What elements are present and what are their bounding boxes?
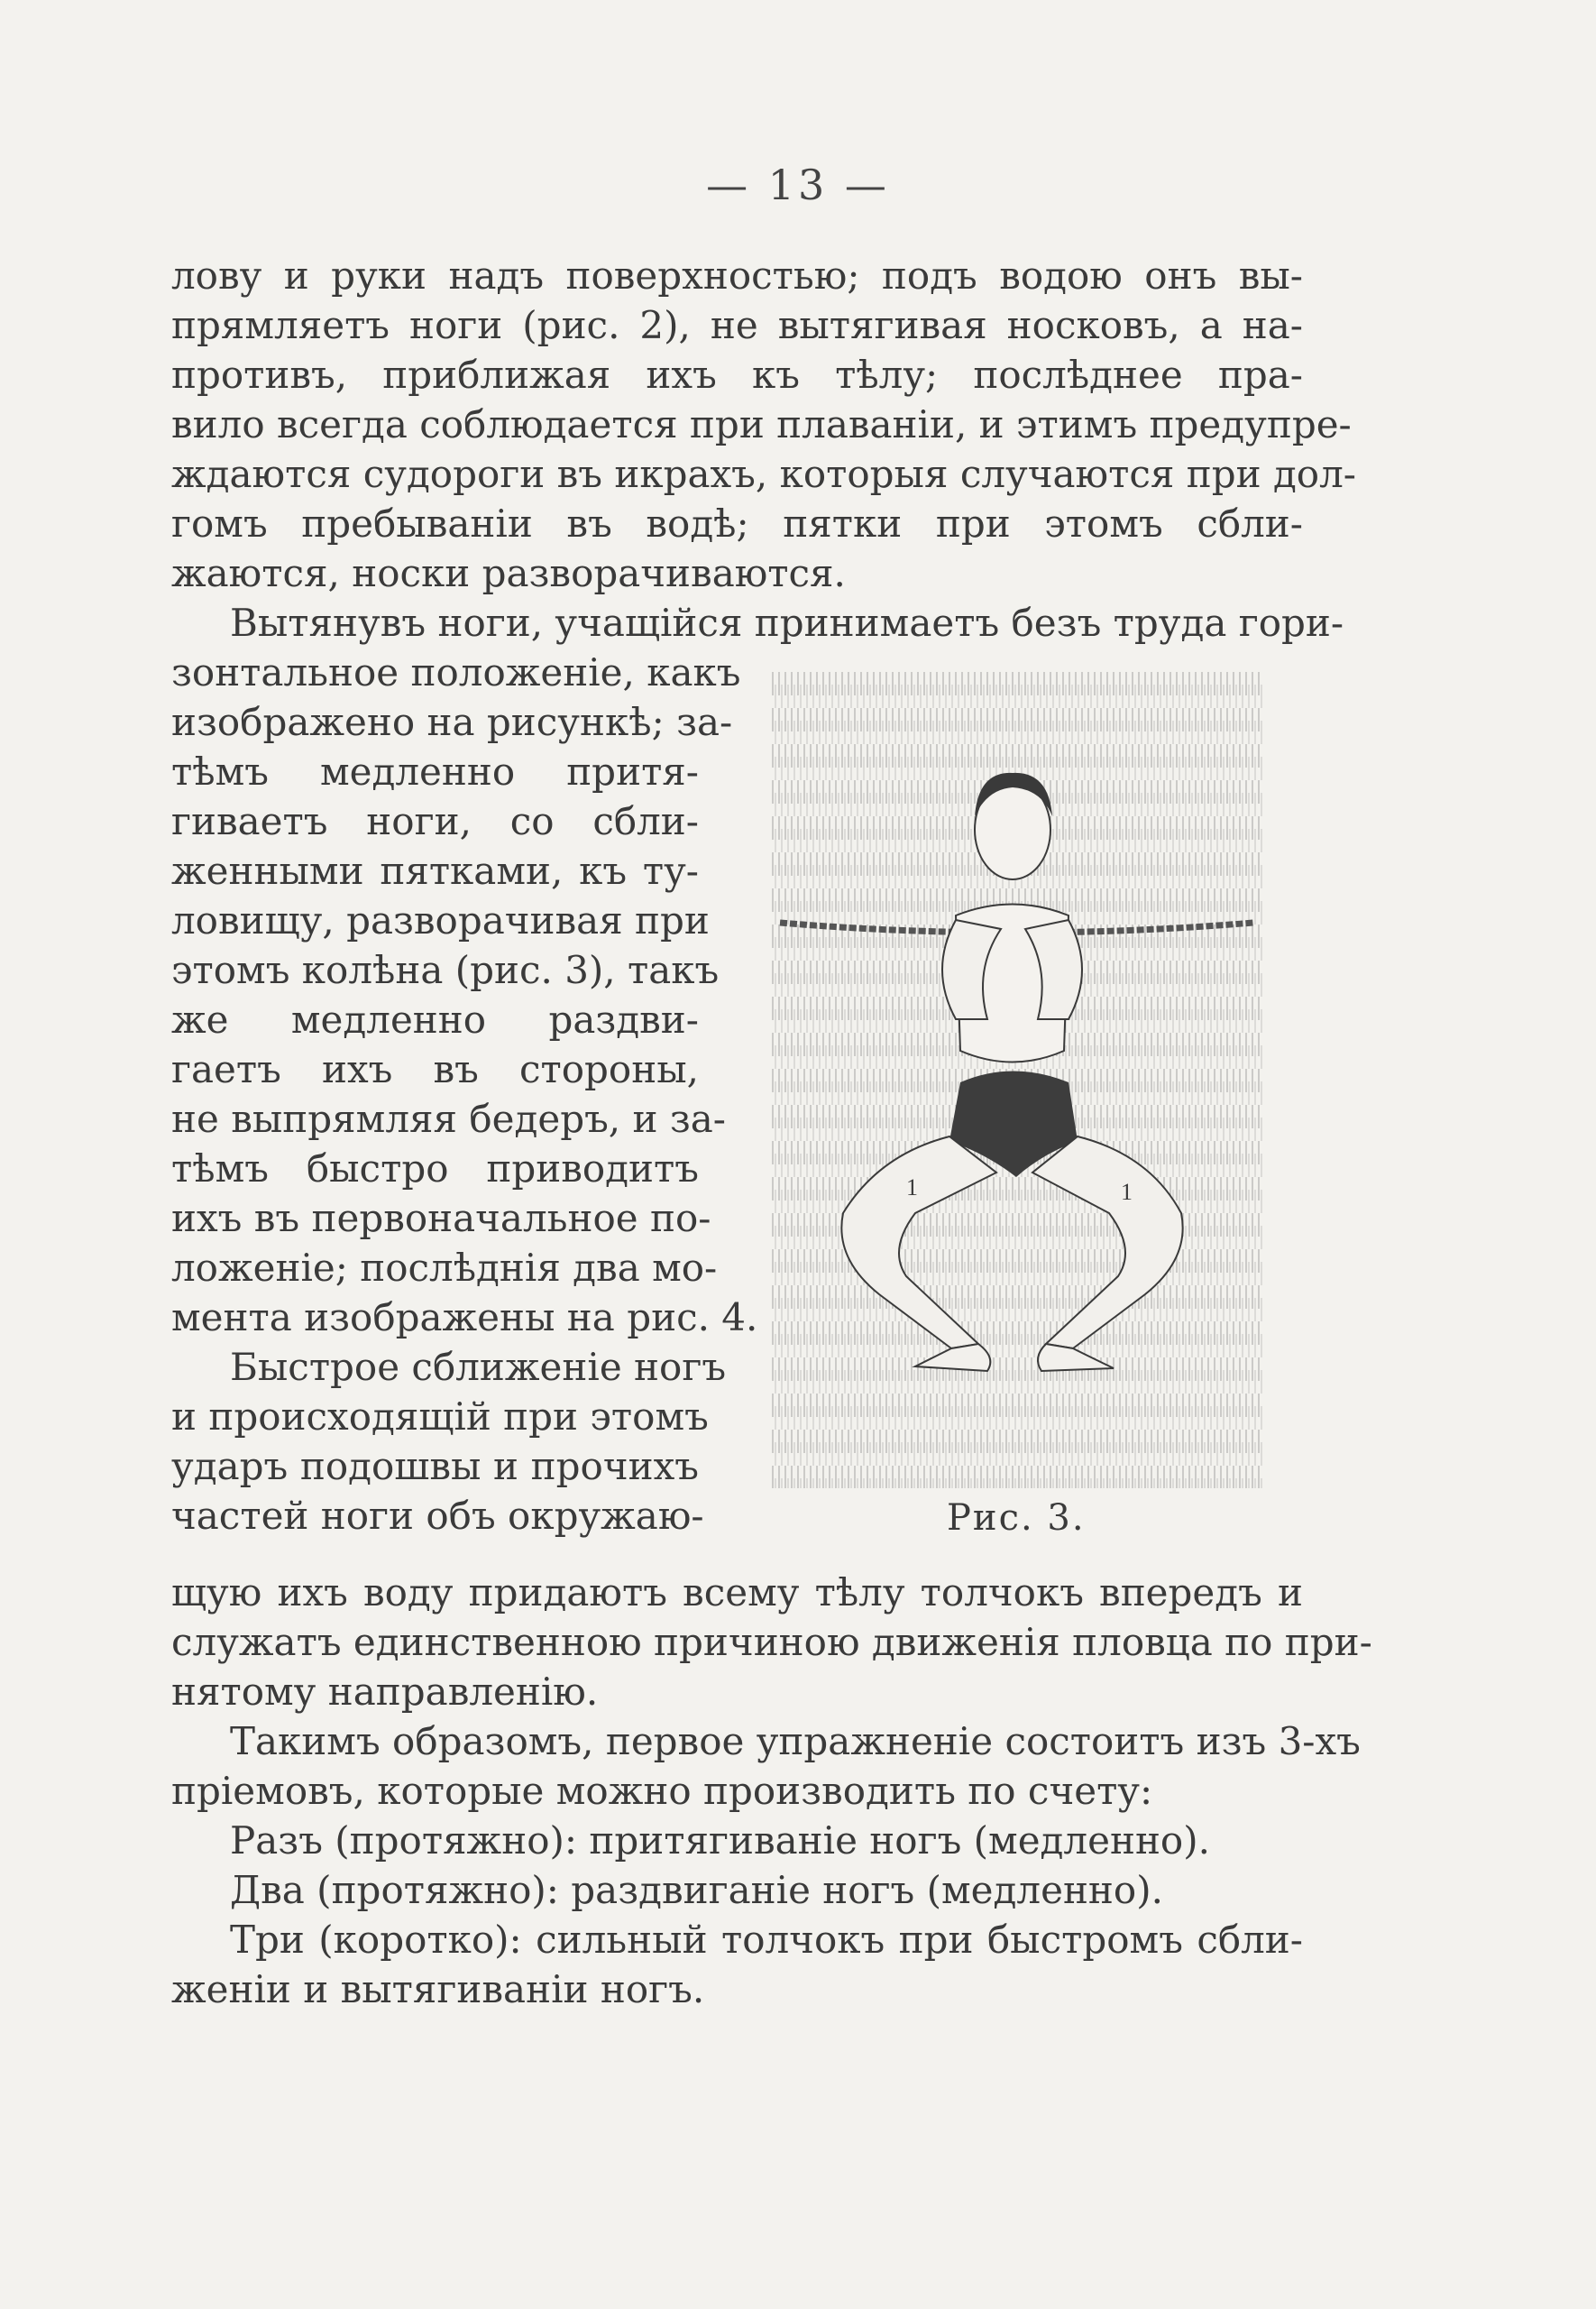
text-line: и происходящiй при этомъ xyxy=(171,1394,709,1439)
figure-caption: Рис. 3. xyxy=(947,1497,1086,1539)
figure-illustration xyxy=(771,672,1262,1488)
text-line: нятому направленiю. xyxy=(171,1670,599,1714)
leg-mark-right: 1 xyxy=(1121,1179,1133,1205)
text-line: этомъ колѣна (рис. 3), такъ xyxy=(171,948,720,992)
text-line: ихъ въ первоначальное по- xyxy=(171,1196,711,1240)
text-line: изображено на рисункѣ; за- xyxy=(171,700,733,744)
text-line: ударъ подошвы и прочихъ xyxy=(171,1444,699,1488)
text-line: ловищу, разворачивая при xyxy=(171,898,710,943)
text-line: зонтальное положенiе, какъ xyxy=(171,650,741,695)
swimmer-drawing xyxy=(771,672,1262,1488)
text-line: тѣмъ медленно притя- xyxy=(171,750,699,794)
text-line: щую ихъ воду придаютъ всему тѣлу толчокъ впередъ и xyxy=(171,1570,1303,1614)
text-line: вило всегда соблюдается при плаванiи, и этимъ предупре- xyxy=(171,402,1352,446)
page-number: — 13 — xyxy=(706,161,890,209)
text-line: Быстрое сближенiе ногъ xyxy=(230,1345,727,1389)
text-line: ждаются судороги въ икрахъ, которыя случаются при дол- xyxy=(171,452,1356,496)
text-line: Вытянувъ ноги, учащiйся принимаетъ безъ труда гори- xyxy=(230,601,1344,645)
text-line: служатъ единственною причиною движенiя пловца по при- xyxy=(171,1620,1372,1664)
text-line: ложенiе; послѣднiя два мо- xyxy=(171,1246,718,1290)
text-line: гомъ пребыванiи въ водѣ; пятки при этомъ сбли- xyxy=(171,501,1303,546)
text-line: мента изображены на рис. 4. xyxy=(171,1295,758,1339)
count-step: Три (коротко): сильный толчокъ при быстромъ сбли- xyxy=(230,1918,1303,1962)
text-line: противъ, приближая ихъ къ тѣлу; послѣднее пра- xyxy=(171,353,1303,397)
text-line: Такимъ образомъ, первое упражненiе состоитъ изъ 3-хъ xyxy=(230,1719,1361,1763)
count-step: женiи и вытягиванiи ногъ. xyxy=(171,1967,705,2011)
text-line: прямляетъ ноги (рис. 2), не вытягивая носковъ, а на- xyxy=(171,303,1303,347)
text-line: жаются, носки разворачиваются. xyxy=(171,551,846,595)
text-line: женными пятками, къ ту- xyxy=(171,849,699,893)
text-line: частей ноги объ окружаю- xyxy=(171,1494,704,1538)
text-line: же медленно раздви- xyxy=(171,998,699,1042)
count-step: Два (протяжно): раздвиганiе ногъ (медленно). xyxy=(230,1868,1163,1912)
text-line: лову и руки надъ поверхностью; подъ водою онъ вы- xyxy=(171,253,1303,298)
count-step: Разъ (протяжно): притягиванiе ногъ (медленно). xyxy=(230,1818,1210,1863)
text-line: не выпрямляя бедеръ, и за- xyxy=(171,1097,726,1141)
text-line: прiемовъ, которые можно производить по счету: xyxy=(171,1769,1153,1813)
leg-mark-left: 1 xyxy=(906,1174,918,1200)
text-line: гиваетъ ноги, со сбли- xyxy=(171,799,699,843)
text-line: тѣмъ быстро приводитъ xyxy=(171,1146,699,1191)
text-line: гаетъ ихъ въ стороны, xyxy=(171,1047,699,1091)
